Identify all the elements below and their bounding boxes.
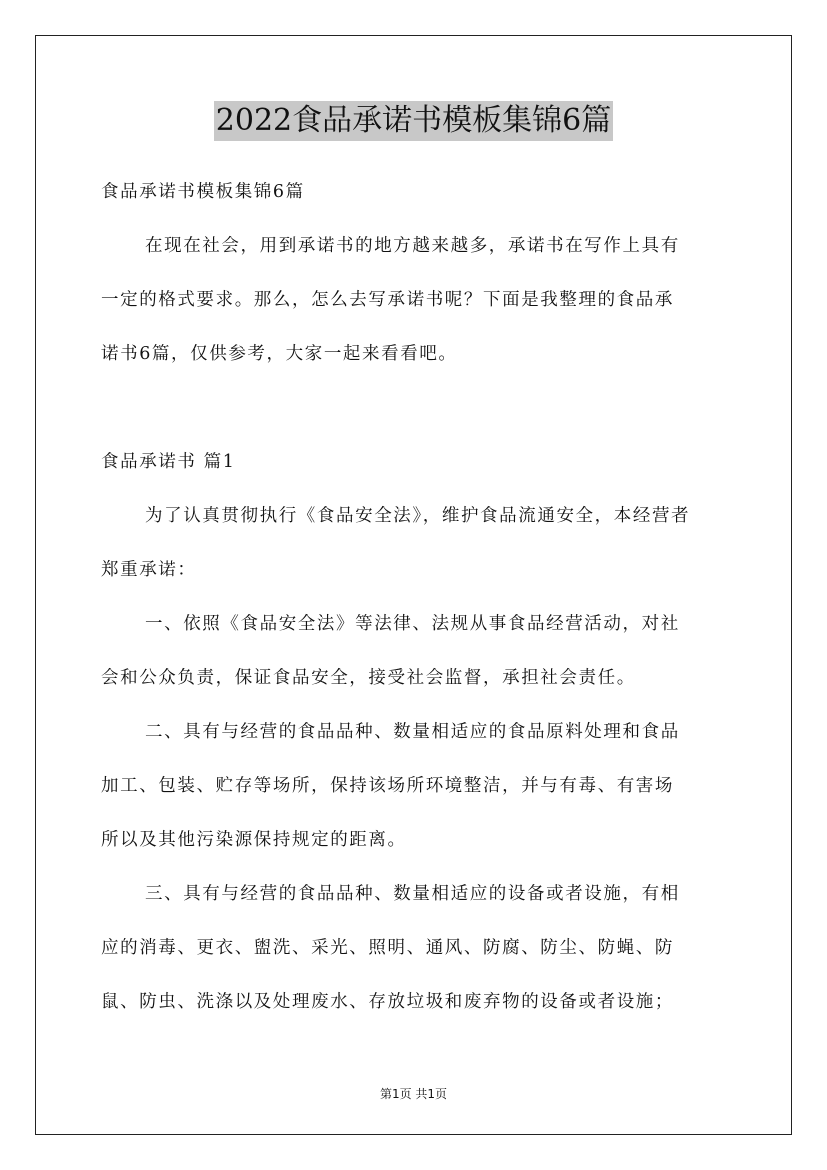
intro-line: 诺书6篇，仅供参考，大家一起来看看吧。 xyxy=(101,344,458,364)
blank-line xyxy=(101,381,726,435)
paragraph-line: 所以及其他污染源保持规定的距离。 xyxy=(101,830,407,850)
paragraph-line: 为了认真贯彻执行《食品安全法》，维护食品流通安全，本经营者 xyxy=(145,506,691,526)
intro-line: 在现在社会，用到承诺书的地方越来越多，承诺书在写作上具有 xyxy=(145,236,680,256)
paragraph-line: 三、具有与经营的食品品种、数量相适应的设备或者设施，有相 xyxy=(145,884,680,904)
paragraph-line: 鼠、防虫、洗涤以及处理废水、存放垃圾和废弃物的设备或者设施； xyxy=(101,992,674,1012)
page-number: 第1页 共1页 xyxy=(379,1087,448,1101)
document-subtitle: 食品承诺书模板集锦6篇 xyxy=(101,182,305,202)
paragraph-line: 加工、包装、贮存等场所，保持该场所环境整洁，并与有毒、有害场 xyxy=(101,776,674,796)
paragraph-line: 二、具有与经营的食品品种、数量相适应的食品原料处理和食品 xyxy=(145,722,680,742)
document-title: 2022食品承诺书模板集锦6篇 xyxy=(214,101,613,141)
document-body xyxy=(101,165,726,1029)
paragraph-line: 会和公众负责，保证食品安全，接受社会监督，承担社会责任。 xyxy=(101,668,636,688)
paragraph-line: 一、依照《食品安全法》等法律、法规从事食品经营活动，对社 xyxy=(145,614,680,634)
section-heading: 食品承诺书 篇1 xyxy=(101,452,236,472)
title-container xyxy=(0,101,827,141)
intro-line: 一定的格式要求。那么，怎么去写承诺书呢？下面是我整理的食品承 xyxy=(101,290,674,310)
page-footer xyxy=(0,1085,827,1102)
paragraph-line: 郑重承诺： xyxy=(101,560,197,580)
paragraph-line: 应的消毒、更衣、盥洗、采光、照明、通风、防腐、防尘、防蝇、防 xyxy=(101,938,674,958)
